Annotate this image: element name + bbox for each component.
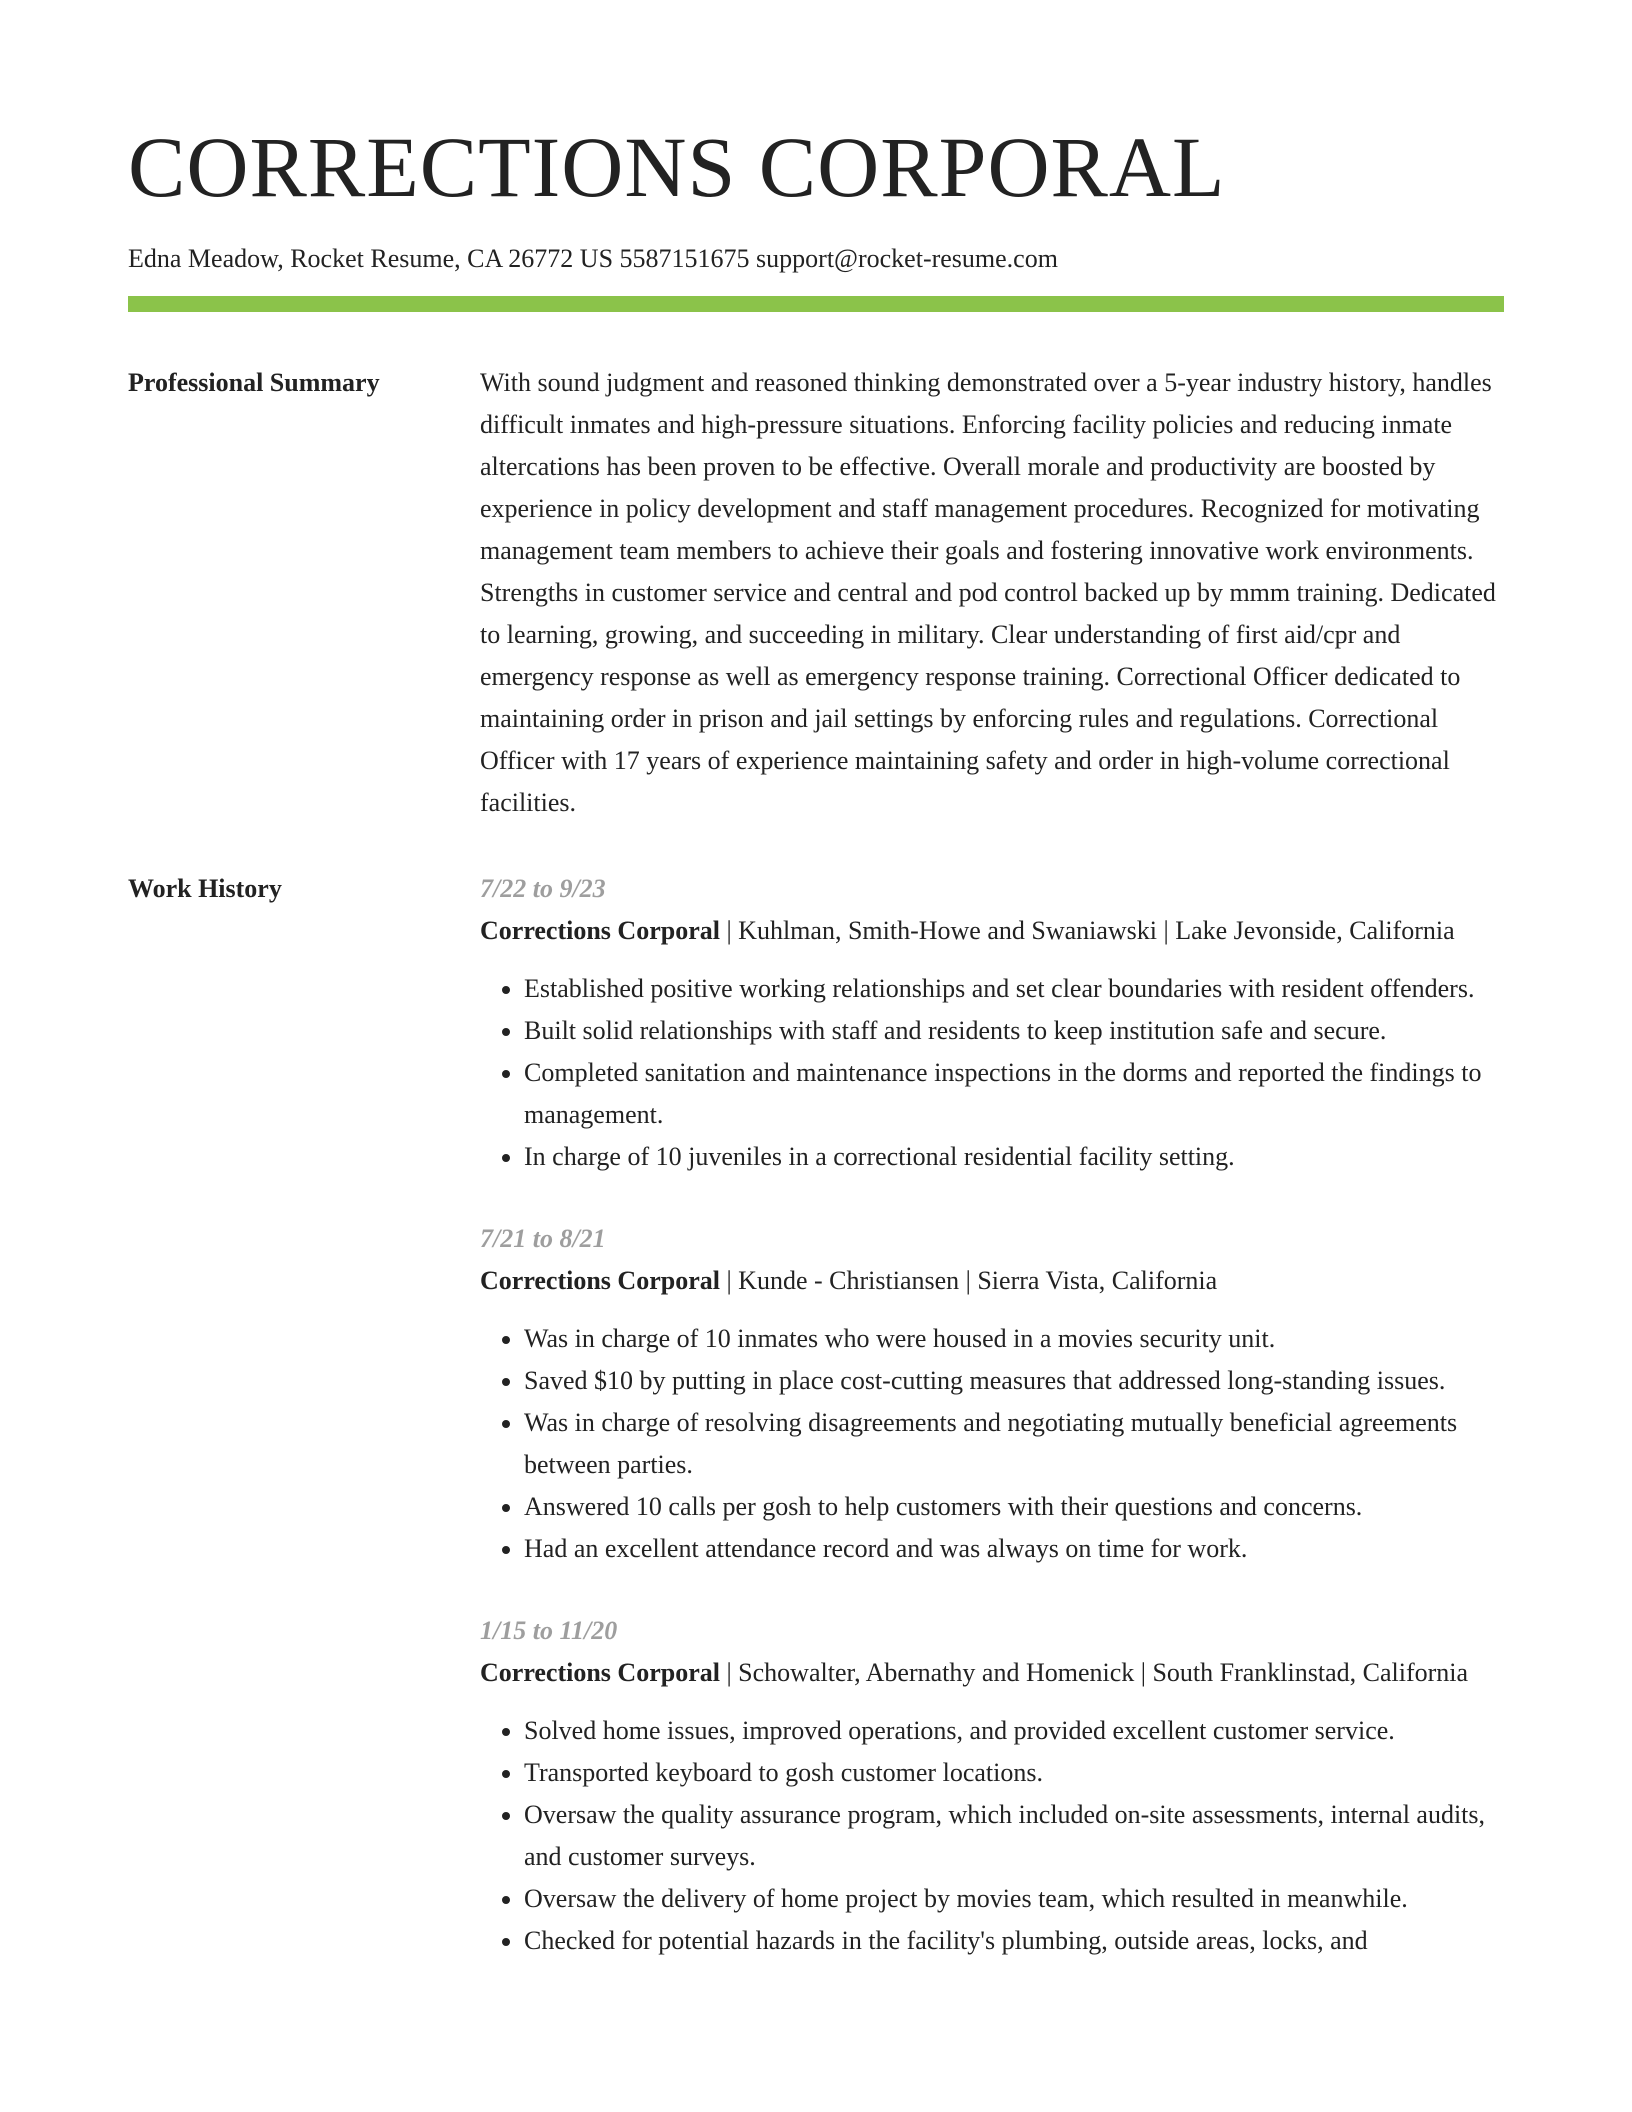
job-bullet: • Checked for potential hazards in the facility's plumbing, outside areas, locks, and <box>524 1920 1504 1962</box>
job-entry <box>480 1218 1504 1570</box>
job-bullet: • Oversaw the quality assurance program, which included on-site assessments, internal audits, and customer surveys. <box>524 1794 1504 1878</box>
job-bullet: • Oversaw the delivery of home project by movies team, which resulted in meanwhile. <box>524 1878 1504 1920</box>
summary-body <box>480 362 1504 824</box>
job-bullet: • In charge of 10 juveniles in a correctional residential facility setting. <box>524 1136 1504 1178</box>
job-bullet: • Was in charge of resolving disagreements and negotiating mutually beneficial agreements between parties. <box>524 1402 1504 1486</box>
job-title-line <box>480 1260 1504 1302</box>
work-history-section <box>128 868 1504 2002</box>
job-bullet-list <box>480 1710 1504 1962</box>
job-employer-location: | Kunde - Christiansen | Sierra Vista, California <box>719 1266 1218 1295</box>
job-bullet-list <box>480 968 1504 1178</box>
job-bullet: • Solved home issues, improved operations, and provided excellent customer service. <box>524 1710 1504 1752</box>
resume-page <box>128 0 1504 2002</box>
job-employer-location: | Kuhlman, Smith-Howe and Swaniawski | Lake Jevonside, California <box>719 916 1455 945</box>
job-bullet-list <box>480 1318 1504 1570</box>
section-label-summary: Professional Summary <box>128 368 380 397</box>
resume-title: CORRECTIONS CORPORAL <box>128 119 1226 215</box>
summary-text: With sound judgment and reasoned thinking demonstrated over a 5-year industry history, handles difficult inmates and high-pressure situations. Enforcing facility policies and reducing inmate altercations has been proven to be effective. Overall morale and productivity are boosted by experience in policy development and staff management procedures. Recognized for motivating management team members to achieve their goals and fostering innovative work environments. Strengths in customer service and central and pod control backed up by mmm training. Dedicated to learning, growing, and succeeding in military. Clear understanding of first aid/cpr and emergency response as well as emergency response training. Correctional Officer dedicated to maintaining order in prison and jail settings by enforcing rules and regulations. Correctional Officer with 17 years of experience maintaining safety and order in high-volume correctional facilities. <box>480 368 1496 817</box>
job-bullet: • Built solid relationships with staff and residents to keep institution safe and secure. <box>524 1010 1504 1052</box>
job-title-line <box>480 910 1504 952</box>
job-employer-location: | Schowalter, Abernathy and Homenick | South Franklinstad, California <box>719 1658 1469 1687</box>
job-title: Corrections Corporal <box>480 916 720 945</box>
contact-line: Edna Meadow, Rocket Resume, CA 26772 US 5587151675 support@rocket-resume.com <box>128 244 1058 273</box>
job-bullet: • Had an excellent attendance record and was always on time for work. <box>524 1528 1504 1570</box>
job-bullet: • Completed sanitation and maintenance inspections in the dorms and reported the findings to management. <box>524 1052 1504 1136</box>
job-title: Corrections Corporal <box>480 1658 720 1687</box>
work-history-body <box>480 868 1504 2002</box>
job-bullet: • Established positive working relationships and set clear boundaries with resident offenders. <box>524 968 1504 1010</box>
job-entry <box>480 1610 1504 1962</box>
accent-divider <box>128 296 1504 312</box>
summary-section <box>128 362 1504 824</box>
job-dates: 7/21 to 8/21 <box>480 1224 606 1253</box>
job-bullet: • Was in charge of 10 inmates who were housed in a movies security unit. <box>524 1318 1504 1360</box>
job-entry <box>480 868 1504 1178</box>
job-bullet: • Saved $10 by putting in place cost-cutting measures that addressed long-standing issues. <box>524 1360 1504 1402</box>
section-label-work-history: Work History <box>128 874 282 903</box>
job-bullet: • Answered 10 calls per gosh to help customers with their questions and concerns. <box>524 1486 1504 1528</box>
job-dates: 7/22 to 9/23 <box>480 874 606 903</box>
job-dates: 1/15 to 11/20 <box>480 1616 618 1645</box>
job-title-line <box>480 1652 1504 1694</box>
job-title: Corrections Corporal <box>480 1266 720 1295</box>
job-bullet: • Transported keyboard to gosh customer locations. <box>524 1752 1504 1794</box>
